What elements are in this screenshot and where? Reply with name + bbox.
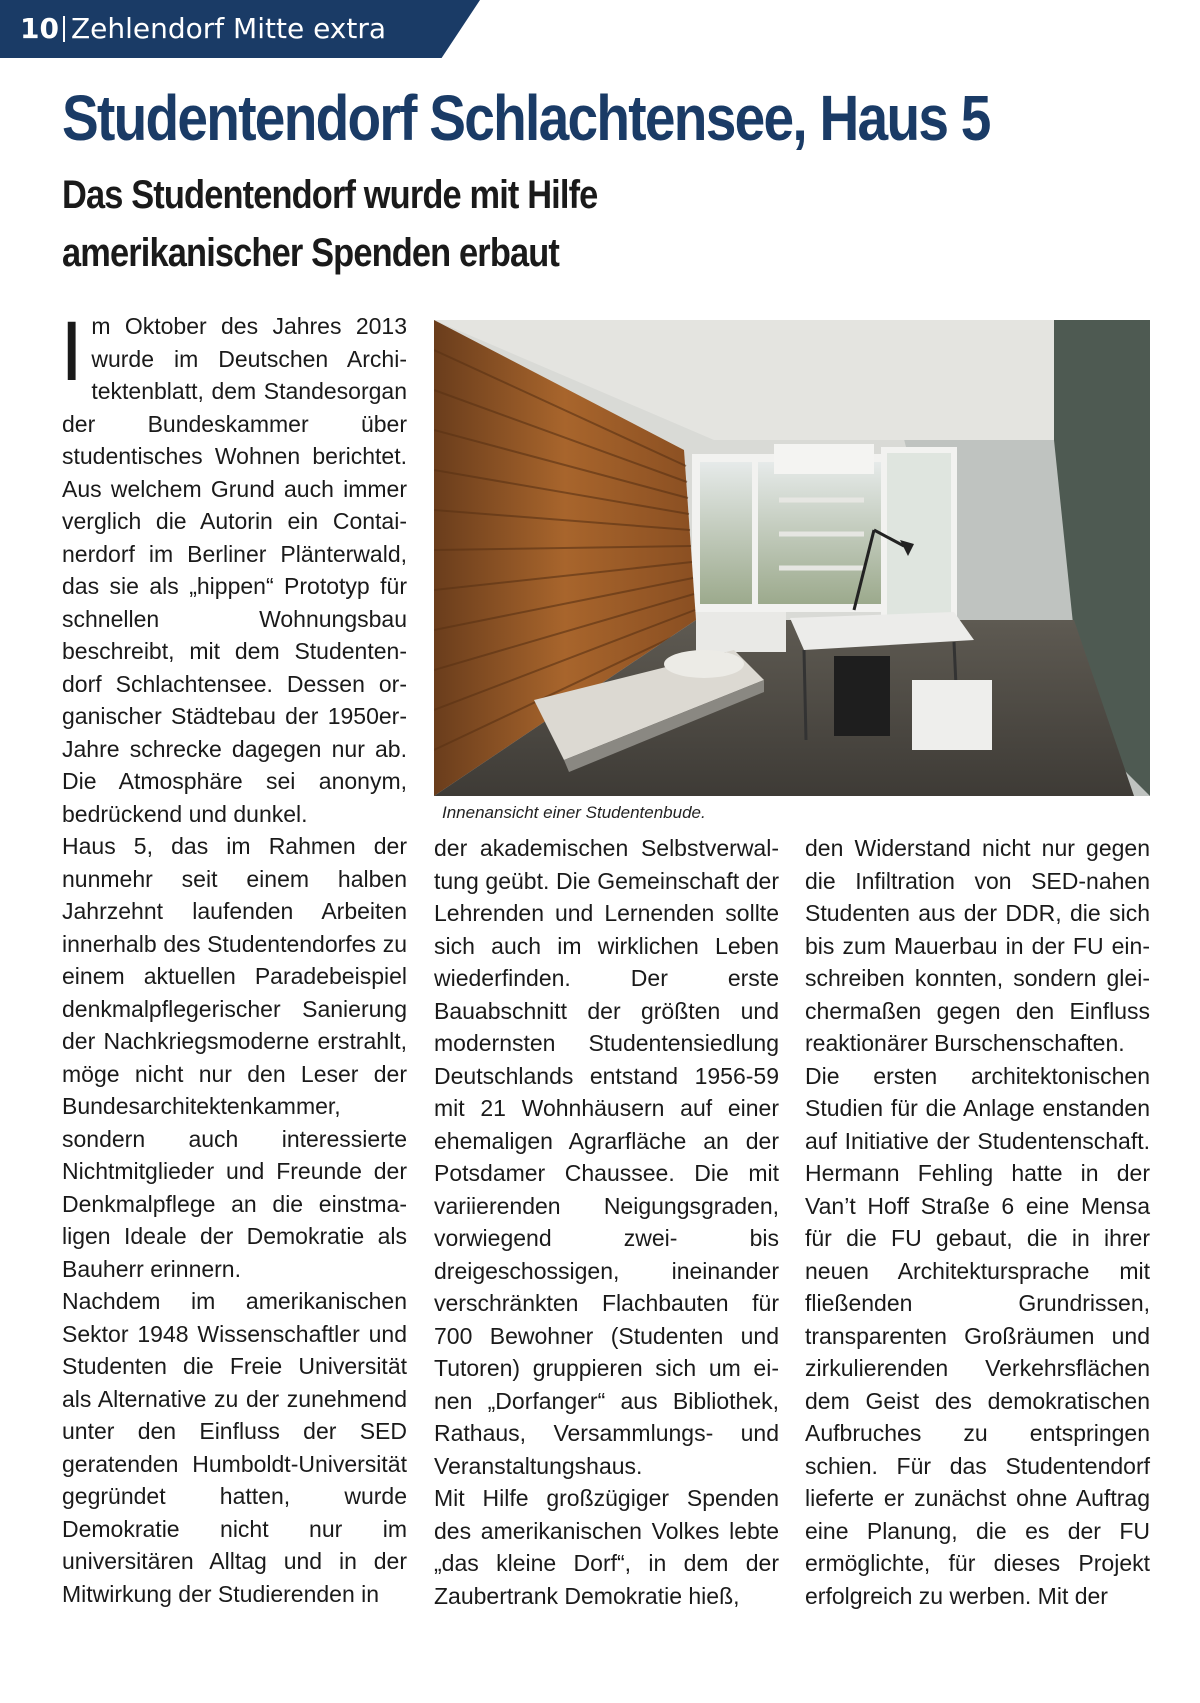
drop-cap: I xyxy=(60,304,84,398)
article-paragraph: Nachdem im amerikanischen Sektor 1948 Wissenschaftler und Studenten die Freie Universität als Alternative zu der zunehmend unter den Einfluss der SED geratenden Humboldt-Universität gegründet hatten, wurde Demokratie nicht nur im universitären Alltag und in der Mitwirkung der Studierenden in xyxy=(62,1288,407,1607)
article-paragraph: Mit Hilfe großzügiger Spenden des amerikanischen Volkes lebte „das kleine Dorf“, in dem der Zaubertrank Demokratie hieß, xyxy=(434,1485,779,1609)
article-paragraph: Die ersten architektonischen Studien für die Anlage enstanden auf Initiative der Studentenschaft. Hermann Fehling hatte in der Van’t Hoff Straße 6 eine Mensa für die FU gebaut, die in ihrer neuen Architektursprache mit fließenden Grundrissen, transparenten Großräumen und zirkulierenden Verkehrsflächen dem Geist des demokratischen Aufbruches zu entspringen schien. Für das Studentendorf lieferte er zunächst ohne Auftrag eine Planung, die es der FU ermöglichte, für dieses Projekt erfolgreich zu werben. Mit der xyxy=(805,1062,1150,1609)
article-column-1 xyxy=(60,304,407,1610)
banner-separator xyxy=(63,16,65,42)
page-number: 10 xyxy=(20,12,59,45)
paragraph-text: m Oktober des Jahres 2013 wurde im Deutschen Architektenblatt, dem Standesorgan der Bundeskammer über studentisches Wohnen berichtet. Aus welchem Grund auch immer verglich die Autorin ein Containerdorf im Berliner Plänterwald, das sie als „hippen“ Prototyp für schnellen Wohnungsbau beschreibt, mit dem Studentendorf Schlachtensee. Dessen organischer Städtebau der 1950er-Jahre schrecke dagegen nur ab. Die Atmosphäre sei anonym, bedrückend und dunkel. xyxy=(62,313,407,827)
article-paragraph xyxy=(60,304,407,830)
article-subheadline: Das Studentendorf wurde mit Hilfe amerikanischer Spenden erbaut xyxy=(62,173,598,275)
article-column-2 xyxy=(434,832,779,1612)
section-banner-label xyxy=(20,13,386,45)
article-photo xyxy=(434,320,1150,796)
article-paragraph: den Widerstand nicht nur gegen die Infiltration von SED-nahen Studenten aus der DDR, die sich bis zum Mauerbau in der FU einschreiben konnten, sondern gleichermaßen gegen den Einfluss reaktionärer Burschenschaften. xyxy=(805,835,1150,1056)
article-column-3 xyxy=(805,832,1150,1612)
section-name: Zehlendorf Mitte extra xyxy=(70,12,387,45)
article-paragraph: der akademischen Selbstverwaltung geübt. Die Gemeinschaft der Lehrenden und Lernenden sollte sich auch im wirklichen Leben wiederfinden. Der erste Bauabschnitt der größten und modernsten Studentensiedlung Deutschlands entstand 1956-59 mit 21 Wohnhäusern auf einer ehemaligen Agrarfläche an der Potsdamer Chaussee. Die mit variierenden Neigungsgraden, vorwiegend zwei- bis dreigeschossigen, ineinander verschränkten Flachbauten für 700 Bewohner (Studenten und Tutoren) gruppieren sich um einen „Dorfanger“ aus Bibliothek, Rathaus, Versammlungs- und Veranstaltungshaus. xyxy=(434,835,779,1479)
article-paragraph: Haus 5, das im Rahmen der nunmehr seit einem halben Jahrzehnt laufenden Arbeiten innerhalb des Studentendorfes zu einem aktuellen Paradebeispiel denkmalpflegerischer Sanierung der Nachkriegsmoderne erstrahlt, möge nicht nur den Leser der Bundesarchitektenkammer, sondern auch interessierte Nichtmitglieder und Freunde der Denkmalpflege an die einstmaligen Ideale der Demokratie als Bauherr erinnern. xyxy=(62,833,407,1282)
article-headline: Studentendorf Schlachtensee, Haus 5 xyxy=(62,82,990,154)
photo-caption: Innenansicht einer Studentenbude. xyxy=(442,803,706,822)
dorm-room-photo xyxy=(434,320,1150,796)
